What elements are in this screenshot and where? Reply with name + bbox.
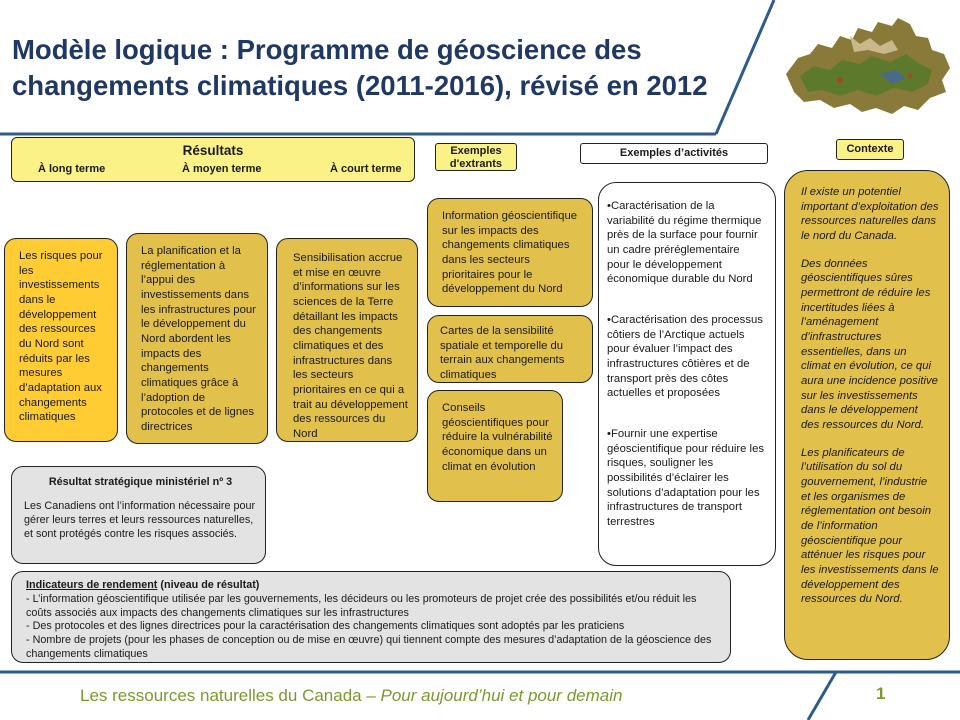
indicator-item: - Nombre de projets (pour les phases de conception ou de mise en œuvre) qui tiennent compte des mesures d’adaptation de la géoscience des changements climatiques [26,634,712,661]
indicators-box [11,571,731,663]
indicator-item: - L’information géoscientifique utilisée par les gouvernements, les décideurs ou les promoteurs de projet crée des possibilités et/ou réduit les coûts associés aux impacts des changements climatiques sur les infrastructures [26,592,697,619]
output-box-maps: Cartes de la sensibilité spatiale et temporelle du terrain aux changements climatiques [427,315,593,383]
context-box [784,170,950,660]
results-title: Résultats [182,143,244,158]
medium-term-result-box: La planification et la réglementation à l’appui des investissements dans les infrastructures pour le développement du Nord abordent les impacts des changements climatiques grâce à l’adoption de protocoles et de lignes directrices [126,233,268,444]
context-paragraph: Des données géoscientifiques sûres permettront de réduire les incertitudes liées à l’aménagement d’infrastructures essentielles, dans un climat en évolution, ce qui aura une incidence positive sur les investissements dans le développement des ressources du Nord. [801,257,938,432]
footer-text [80,686,622,706]
context-paragraph: Les planificateurs de l’utilisation du sol du gouvernement, l’industrie et les organismes de réglementation ont besoin de l’information géoscientifique pour atténuer les risques pour les investissements dans le développement des ressources du Nord. [801,446,939,606]
strategic-outcome-title: Résultat stratégique ministériel nº 3 [48,476,233,488]
context-header: Contexte [836,139,904,160]
strategic-outcome-text: Les Canadiens ont l’information nécessaire pour gérer leurs terres et leurs ressources naturelles, et sont protégés contre les risques associés. [24,500,256,541]
output-box-info: Information géoscientifique sur les impacts des changements climatiques dans les secteurs prioritaires pour le développement du Nord [427,198,593,307]
title-line-2: changements climatiques (2011-2016), révisé en 2012 [12,69,708,101]
page-title [12,32,832,104]
page-number: 1 [876,684,886,703]
footer-diagonal [808,672,836,720]
long-term-result-box: Les risques pour les investissements dans le développement des ressources du Nord sont réduits par les mesures d’adaptation aux changements climatiques [4,238,118,442]
context-paragraph: Il existe un potentiel important d’exploitation des ressources naturelles dans le nord du Canada. [801,186,939,243]
medium-term-label: À moyen terme [182,162,262,175]
activities-box [598,182,776,566]
canada-map-icon [780,14,955,119]
short-term-result-box: Sensibilisation accrue et mise en œuvre d’informations sur les sciences de la Terre détaillant les impacts des changements climatiques et des infrastructures dans les secteurs prioritaires en ce qui a trait au développement des ressources du Nord [276,238,418,442]
indicators-title: Indicateurs de rendement [26,579,158,591]
activities-header: Exemples d’activités [580,143,768,164]
output-box-advice: Conseils géoscientifiques pour réduire la vulnérabilité économique dans un climat en évolution [427,390,563,502]
long-term-label: À long terme [38,162,106,175]
activity-item: •Fournir une expertise géoscientifique pour réduire les risques, souligner les possibilités d’éclairer les solutions d’adaptation pour les infrastructures de transport terrestres [607,428,764,529]
footer-org: Les ressources naturelles du Canada – [80,686,381,705]
outputs-header: Exemples d'extrants [435,143,517,171]
indicator-item: - Des protocoles et des lignes directrices pour la caractérisation des changements climatiques sont adoptés par les praticiens [26,620,625,633]
title-line-1: Modèle logique : Programme de géoscience des [12,34,642,65]
activity-item: •Caractérisation de la variabilité du régime thermique près de la surface pour fournir un cadre préréglementaire pour le développement économique durable du Nord [607,200,762,286]
indicators-subtitle: (niveau de résultat) [157,579,260,591]
activity-item: •Caractérisation des processus côtiers de l’Arctique actuels pour évaluer l’impact des infrastructures côtières et de transport près des côtes actuelles et proposées [607,314,763,400]
footer-tagline: Pour aujourd’hui et pour demain [380,686,623,705]
short-term-label: À court terme [330,162,402,175]
results-header [11,137,415,182]
strategic-outcome-box [11,466,266,564]
